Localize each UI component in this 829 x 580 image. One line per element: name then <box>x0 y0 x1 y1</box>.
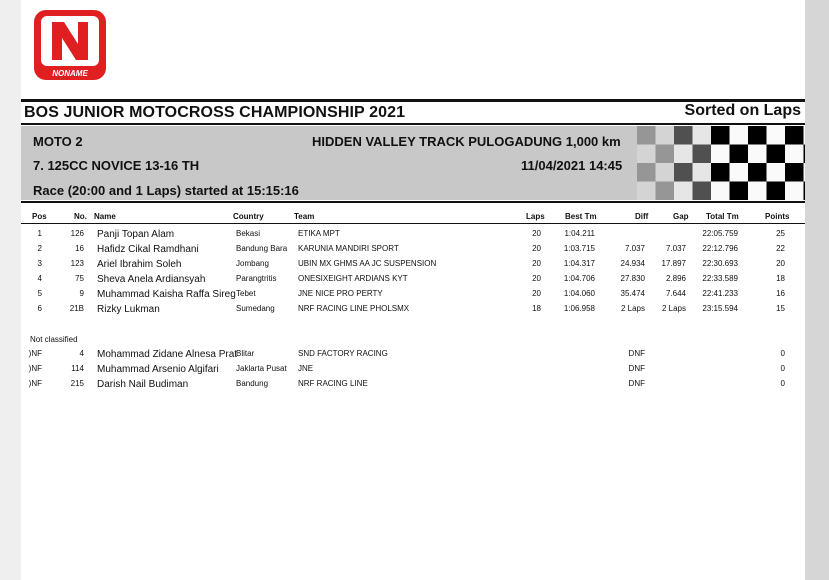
col-laps: Laps <box>526 212 545 221</box>
cell-country: Jombang <box>236 259 269 268</box>
cell-points: 20 <box>776 259 785 268</box>
cell-pos: 5 <box>37 289 42 298</box>
cell-diff: 35.474 <box>620 289 645 298</box>
cell-gap: 7.037 <box>665 244 686 253</box>
logo-text: NONAME <box>52 69 88 78</box>
cell-best: 1:04.211 <box>564 229 595 238</box>
cell-best: 1:06.958 <box>563 304 595 313</box>
cell-diff: DNF <box>628 349 645 358</box>
cell-laps: 18 <box>532 304 541 313</box>
cell-best: 1:04.706 <box>563 274 595 283</box>
cell-no: 9 <box>79 289 84 298</box>
cell-name: Darish Nail Budiman <box>97 379 189 390</box>
cell-laps: 20 <box>532 259 541 268</box>
cell-country: Sumedang <box>236 304 275 313</box>
cell-no: 75 <box>75 274 84 283</box>
checkered-flag <box>633 126 805 200</box>
table-row <box>0 274 829 289</box>
championship-title: BOS JUNIOR MOTOCROSS CHAMPIONSHIP 2021 <box>24 104 406 121</box>
cell-no: 4 <box>79 349 84 358</box>
cell-name: Ariel Ibrahim Soleh <box>97 259 182 270</box>
cell-team: NRF RACING LINE <box>298 379 368 388</box>
col-total: Total Tm <box>706 212 739 221</box>
table-row <box>0 259 829 274</box>
col-no: No. <box>74 212 87 221</box>
cell-points: 25 <box>776 229 785 238</box>
cell-team: KARUNIA MANDIRI SPORT <box>298 244 399 253</box>
cell-laps: 20 <box>532 244 541 253</box>
cell-no: 126 <box>70 229 84 238</box>
table-row <box>0 379 829 394</box>
cell-name: Muhammad Kaisha Raffa Sireg <box>97 289 236 300</box>
column-rule <box>21 223 805 224</box>
table-row <box>0 289 829 304</box>
header-rule <box>21 201 805 203</box>
cell-pos: )NF <box>28 364 42 373</box>
cell-team: JNE <box>298 364 314 373</box>
cell-pos: 6 <box>37 304 42 313</box>
cell-no: 114 <box>71 364 84 373</box>
cell-diff: DNF <box>628 364 645 373</box>
table-row <box>0 364 829 379</box>
cell-points: 0 <box>780 379 785 388</box>
noname-logo <box>32 8 108 82</box>
cell-country: Bandung <box>236 379 269 388</box>
table-row <box>0 244 829 259</box>
cell-pos: 3 <box>37 259 42 268</box>
cell-no: 16 <box>75 244 84 253</box>
col-team: Team <box>294 212 315 221</box>
cell-name: Panji Topan Alam <box>97 229 175 240</box>
cell-points: 15 <box>776 304 785 313</box>
cell-pos: 4 <box>37 274 42 283</box>
cell-diff: 24.934 <box>620 259 645 268</box>
cell-total: 22:05.759 <box>702 229 738 238</box>
cell-total: 22:12.796 <box>702 244 738 253</box>
cell-points: 22 <box>776 244 785 253</box>
cell-total: 22:41.233 <box>702 289 738 298</box>
cell-total: 23:15.594 <box>702 304 738 313</box>
cell-total: 22:30.693 <box>702 259 738 268</box>
cell-points: 16 <box>776 289 785 298</box>
col-points: Points <box>765 212 790 221</box>
cell-no: 215 <box>70 379 84 388</box>
col-name: Name <box>94 212 116 221</box>
cell-team: ONESIXEIGHT ARDIANS KYT <box>298 274 408 283</box>
cell-diff: 27.830 <box>620 274 645 283</box>
cell-name: Sheva Anela Ardiansyah <box>97 274 206 285</box>
table-row <box>0 349 829 364</box>
table-row <box>0 304 829 319</box>
cell-pos: 2 <box>37 244 42 253</box>
cell-total: 22:33.589 <box>702 274 738 283</box>
cell-pos: )NF <box>28 379 42 388</box>
cell-pos: 1 <box>37 229 42 238</box>
cell-country: Blitar <box>236 349 255 358</box>
cell-no: 123 <box>70 259 84 268</box>
cell-pos: )NF <box>28 349 42 358</box>
cell-points: 0 <box>780 349 785 358</box>
cell-country: Jaklarta Pusat <box>236 364 287 373</box>
track-label: HIDDEN VALLEY TRACK PULOGADUNG 1,000 km <box>312 134 621 149</box>
col-diff: Diff <box>635 212 649 221</box>
title-rule <box>21 123 805 125</box>
cell-team: UBIN MX GHMS AA JC SUSPENSION <box>298 259 437 268</box>
race-info: Race (20:00 and 1 Laps) started at 15:15:16 <box>33 183 299 198</box>
cell-gap: 2 Laps <box>661 304 686 313</box>
cell-team: ETIKA MPT <box>298 229 340 238</box>
sort-label: Sorted on Laps <box>684 102 801 119</box>
col-country: Country <box>233 212 264 221</box>
not-classified-label: Not classified <box>30 335 78 344</box>
cell-country: Tebet <box>236 289 256 298</box>
cell-gap: 17.897 <box>661 259 686 268</box>
cell-best: 1:03.715 <box>563 244 595 253</box>
cell-points: 18 <box>776 274 785 283</box>
cell-no: 21B <box>69 304 84 313</box>
cell-country: Bekasi <box>236 229 261 238</box>
cell-team: SND FACTORY RACING <box>298 349 388 358</box>
cell-country: Parangtritis <box>236 274 277 283</box>
cell-diff: 2 Laps <box>620 304 645 313</box>
cell-gap: 2.896 <box>665 274 686 283</box>
race-date: 11/04/2021 14:45 <box>521 158 623 173</box>
cell-points: 0 <box>780 364 785 373</box>
cell-best: 1:04.060 <box>563 289 595 298</box>
col-best: Best Tm <box>565 212 597 221</box>
cell-name: Hafidz Cikal Ramdhani <box>97 244 199 255</box>
col-pos: Pos <box>32 212 47 221</box>
cell-laps: 20 <box>532 289 541 298</box>
cell-country: Bandung Bara <box>236 244 288 253</box>
race-header <box>21 126 805 200</box>
cell-diff: 7.037 <box>624 244 645 253</box>
cell-name: Rizky Lukman <box>97 304 160 315</box>
cell-laps: 20 <box>532 229 541 238</box>
class-label: 7. 125CC NOVICE 13-16 TH <box>33 158 200 173</box>
cell-best: 1:04.317 <box>563 259 595 268</box>
cell-name: Mohammad Zidane Alnesa Prat <box>97 349 238 360</box>
cell-diff: DNF <box>628 379 645 388</box>
table-row <box>0 229 829 244</box>
cell-name: Muhammad Arsenio Algifari <box>97 364 219 375</box>
cell-team: JNE NICE PRO PERTY <box>298 289 383 298</box>
cell-team: NRF RACING LINE PHOLSMX <box>298 304 410 313</box>
moto-label: MOTO 2 <box>33 134 83 149</box>
cell-gap: 7.644 <box>665 289 686 298</box>
cell-laps: 20 <box>532 274 541 283</box>
col-gap: Gap <box>673 212 689 221</box>
